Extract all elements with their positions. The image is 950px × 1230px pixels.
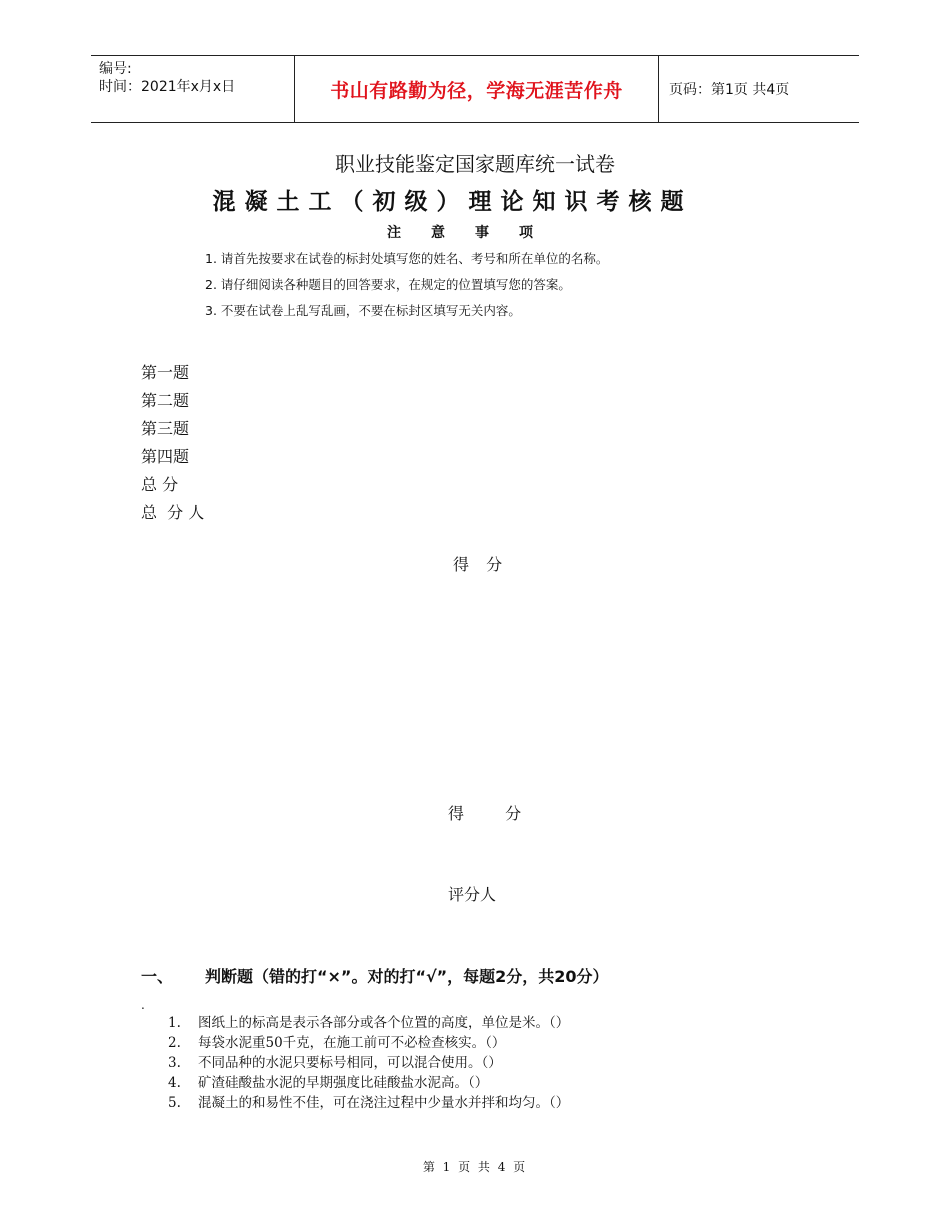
score-row-label: 总 分: [141, 475, 179, 494]
notice-list: [205, 246, 608, 324]
code-label: 编号:: [99, 61, 132, 77]
time-label: 时间：2021年x月x日: [99, 79, 236, 95]
header-page-info: 页码：第1页 共4页: [669, 82, 790, 98]
exam-title: 职业技能鉴定国家题库统一试卷: [335, 152, 615, 176]
stray-mark: .: [141, 998, 145, 1012]
question-text: 矿渣硅酸盐水泥的早期强度比硅酸盐水泥高。（）: [198, 1075, 489, 1091]
score-row-label: 第二题: [141, 391, 190, 410]
header-meta: [91, 56, 294, 122]
list-item: [168, 1053, 569, 1073]
question-text: 每袋水泥重50千克，在施工前可不必检查核实。（）: [198, 1035, 506, 1051]
score-row-label: 第四题: [141, 447, 190, 466]
question-number: 4.: [168, 1075, 181, 1091]
score-row-label: 第一题: [141, 363, 190, 382]
section-heading: [141, 964, 609, 987]
question-list: [168, 1013, 569, 1113]
section-title: 判断题（错的打“×”。对的打“√”，每题2分，共20分）: [205, 967, 609, 986]
page-footer: 第 1 页 共 4 页: [422, 1160, 528, 1174]
score-table-rows: [141, 359, 204, 527]
score-row-label: 总 分 人: [141, 503, 205, 522]
list-item: [168, 1073, 569, 1093]
notice-item: 3. 不要在试卷上乱写乱画，不要在标封区填写无关内容。: [205, 303, 521, 318]
question-text: 图纸上的标高是表示各部分或各个位置的高度，单位是米。（）: [198, 1015, 570, 1031]
notice-heading: 注意事项: [387, 225, 563, 241]
header-motto: 书山有路勤为径，学海无涯苦作舟: [294, 56, 659, 122]
score-label: 得 分: [448, 804, 540, 823]
rater-label: 评分人: [448, 885, 497, 904]
question-text: 混凝土的和易性不佳，可在浇注过程中少量水并拌和均匀。（）: [198, 1095, 570, 1111]
list-item: [168, 1033, 569, 1053]
notice-item: 2. 请仔细阅读各种题目的回答要求，在规定的位置填写您的答案。: [205, 277, 571, 292]
section-number: 一、: [141, 967, 174, 986]
question-number: 5.: [168, 1095, 181, 1111]
score-label: 得 分: [453, 555, 509, 574]
exam-subtitle: 混凝土工（初级）理论知识考核题: [212, 189, 693, 215]
question-text: 不同品种的水泥只要标号相同，可以混合使用。（）: [198, 1055, 502, 1071]
list-item: [168, 1093, 569, 1113]
page-header: [91, 55, 859, 123]
notice-item: 1. 请首先按要求在试卷的标封处填写您的姓名、考号和所在单位的名称。: [205, 251, 609, 266]
list-item: [168, 1013, 569, 1033]
question-number: 2.: [168, 1035, 181, 1051]
question-number: 3.: [168, 1055, 181, 1071]
score-row-label: 第三题: [141, 419, 190, 438]
question-number: 1.: [168, 1015, 181, 1031]
